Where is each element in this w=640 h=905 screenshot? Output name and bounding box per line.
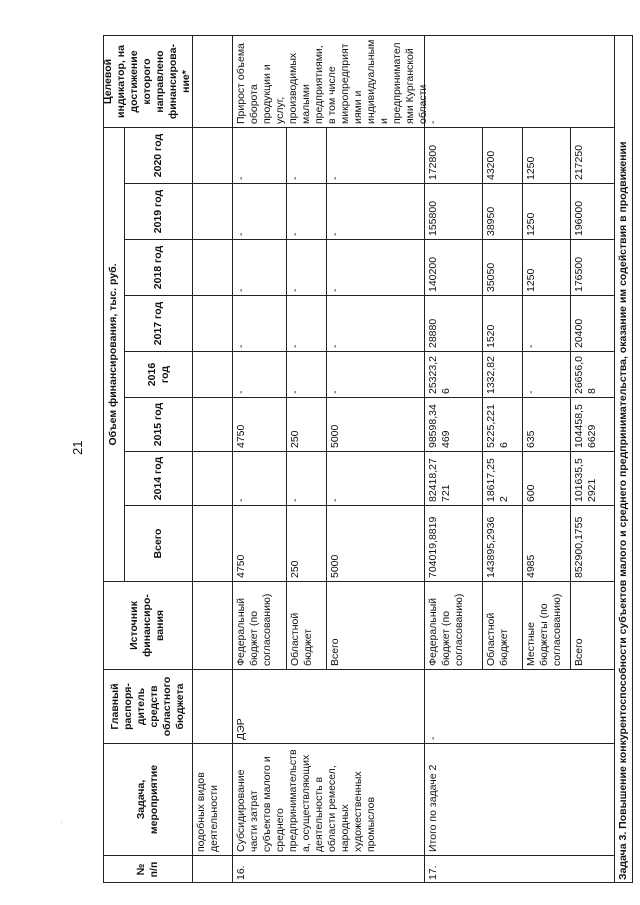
value-cell-total: 143895,2936 bbox=[483, 505, 523, 581]
value-cell-y2019: - bbox=[233, 183, 287, 239]
cont-source bbox=[193, 581, 233, 669]
value-cell-y2020: - bbox=[287, 127, 327, 183]
value-cell-y2019: 155800 bbox=[425, 183, 483, 239]
value-cell-y2018: 176500 bbox=[571, 239, 615, 295]
row16-indicator: Прирост объема оборота продукции и услуг, производимых малыми предприятиями, в том числе микропредприятиями и индивидуальными предпринимателями Курганской области bbox=[233, 35, 425, 127]
value-cell-y2015: 250 bbox=[287, 397, 327, 451]
value-cell-y2016: 25323,26 bbox=[425, 351, 483, 397]
value-cell-total: 704019,8819 bbox=[425, 505, 483, 581]
value-cell-y2017: - bbox=[233, 295, 287, 351]
row16-task: Субсидирование части затрат субъектов малого и среднего предпринимательства, осуществляющих деятельность в области ремесел, народных художественных промыслов bbox=[233, 743, 425, 855]
header-2020: 2020 год bbox=[125, 127, 193, 183]
value-cell-y2016: - bbox=[287, 351, 327, 397]
header-2017: 2017 год bbox=[125, 295, 193, 351]
cont-indicator bbox=[193, 35, 233, 127]
value-cell-y2018: 1250 bbox=[523, 239, 571, 295]
value-cell-y2018: 35050 bbox=[483, 239, 523, 295]
header-indicator: Целевой индикатор, на достижение которого направлено финансирова-ние* bbox=[103, 35, 193, 127]
value-cell-y2020: 217250 bbox=[571, 127, 615, 183]
header-task: Задача, мероприятие bbox=[103, 743, 193, 855]
value-cell-total: 5000 bbox=[327, 505, 425, 581]
value-cell-y2016: - bbox=[523, 351, 571, 397]
row16-manager: ДЭР bbox=[233, 669, 425, 743]
table-grid bbox=[103, 35, 633, 883]
value-cell-y2020: - bbox=[233, 127, 287, 183]
value-cell-y2019: 38950 bbox=[483, 183, 523, 239]
source-cell: Областной бюджет bbox=[483, 581, 523, 669]
value-cell-total: 250 bbox=[287, 505, 327, 581]
source-cell: Всего bbox=[571, 581, 615, 669]
value-cell-y2014: - bbox=[233, 451, 287, 505]
value-cell-y2014: - bbox=[327, 451, 425, 505]
value-cell-y2014: 101635,52921 bbox=[571, 451, 615, 505]
header-manager: Главный распоря-дитель средств областного бюджета bbox=[103, 669, 193, 743]
value-cell-y2017: 1520 bbox=[483, 295, 523, 351]
value-cell-y2019: - bbox=[327, 183, 425, 239]
value-cell-y2020: - bbox=[327, 127, 425, 183]
source-cell: Федеральный бюджет (по согласованию) bbox=[233, 581, 287, 669]
header-2016: 2016 год bbox=[125, 351, 193, 397]
header-funding: Объем финансирования, тыс. руб. bbox=[103, 127, 125, 581]
cont-2019 bbox=[193, 183, 233, 239]
value-cell-y2019: 196000 bbox=[571, 183, 615, 239]
header-source: Источник финансиро-вания bbox=[103, 581, 193, 669]
source-cell: Областной бюджет bbox=[287, 581, 327, 669]
source-cell: Местные бюджеты (по согласованию) bbox=[523, 581, 571, 669]
header-num: № п/п bbox=[103, 855, 193, 883]
value-cell-y2016: 1332,82 bbox=[483, 351, 523, 397]
cont-2018 bbox=[193, 239, 233, 295]
cont-2015 bbox=[193, 397, 233, 451]
row17-manager: - bbox=[425, 669, 615, 743]
value-cell-y2020: 1250 bbox=[523, 127, 571, 183]
value-cell-y2015: 635 bbox=[523, 397, 571, 451]
value-cell-y2016: - bbox=[233, 351, 287, 397]
page-number: 21 bbox=[70, 440, 85, 455]
value-cell-y2019: - bbox=[287, 183, 327, 239]
value-cell-y2017: 20400 bbox=[571, 295, 615, 351]
cont-2017 bbox=[193, 295, 233, 351]
row17-task: Итого по задаче 2 bbox=[425, 743, 615, 855]
value-cell-y2015: 5000 bbox=[327, 397, 425, 451]
header-total: Всего bbox=[125, 505, 193, 581]
header-2014: 2014 год bbox=[125, 451, 193, 505]
scan-marks: · · , bbox=[44, 818, 65, 825]
value-cell-y2018: - bbox=[233, 239, 287, 295]
cont-2020 bbox=[193, 127, 233, 183]
value-cell-y2015: 4750 bbox=[233, 397, 287, 451]
source-cell: Всего bbox=[327, 581, 425, 669]
value-cell-y2016: - bbox=[327, 351, 425, 397]
cont-task: подобных видов деятельности bbox=[193, 743, 233, 855]
row17-num: 17. bbox=[425, 855, 615, 883]
cont-total bbox=[193, 505, 233, 581]
row17-indicator: - bbox=[425, 35, 615, 127]
value-cell-y2018: - bbox=[327, 239, 425, 295]
value-cell-y2014: 600 bbox=[523, 451, 571, 505]
cont-2016 bbox=[193, 351, 233, 397]
value-cell-y2020: 172800 bbox=[425, 127, 483, 183]
cont-2014 bbox=[193, 451, 233, 505]
value-cell-total: 852900,1755 bbox=[571, 505, 615, 581]
value-cell-y2014: - bbox=[287, 451, 327, 505]
value-cell-y2020: 43200 bbox=[483, 127, 523, 183]
value-cell-y2017: - bbox=[287, 295, 327, 351]
value-cell-y2017: - bbox=[523, 295, 571, 351]
header-2015: 2015 год bbox=[125, 397, 193, 451]
value-cell-total: 4750 bbox=[233, 505, 287, 581]
funding-table bbox=[103, 35, 633, 883]
value-cell-y2014: 18617,252 bbox=[483, 451, 523, 505]
value-cell-y2015: 5225,2216 bbox=[483, 397, 523, 451]
value-cell-y2017: 28880 bbox=[425, 295, 483, 351]
value-cell-y2014: 82418,27721 bbox=[425, 451, 483, 505]
header-2018: 2018 год bbox=[125, 239, 193, 295]
value-cell-y2018: 140200 bbox=[425, 239, 483, 295]
value-cell-total: 4985 bbox=[523, 505, 571, 581]
source-cell: Федеральный бюджет (по согласованию) bbox=[425, 581, 483, 669]
value-cell-y2015: 98598,34469 bbox=[425, 397, 483, 451]
task3-heading: Задача 3. Повышение конкурентоспособности субъектов малого и среднего предпринимательства, оказание им содействия в продвижении bbox=[615, 35, 633, 883]
cont-manager bbox=[193, 669, 233, 743]
value-cell-y2018: - bbox=[287, 239, 327, 295]
value-cell-y2019: 1250 bbox=[523, 183, 571, 239]
cont-num bbox=[193, 855, 233, 883]
value-cell-y2016: 26656,08 bbox=[571, 351, 615, 397]
row16-num: 16. bbox=[233, 855, 425, 883]
header-2019: 2019 год bbox=[125, 183, 193, 239]
value-cell-y2015: 104458,56629 bbox=[571, 397, 615, 451]
value-cell-y2017: - bbox=[327, 295, 425, 351]
